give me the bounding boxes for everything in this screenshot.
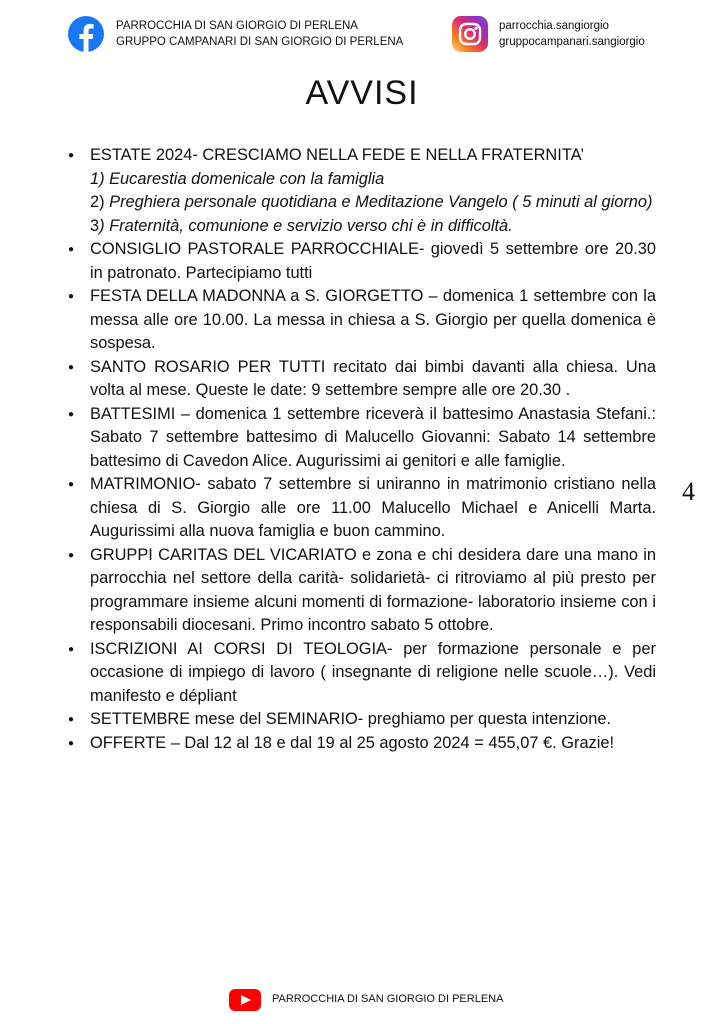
notice-item: [68, 356, 656, 403]
notice-subitem: [90, 215, 656, 239]
subitem-text: Preghiera personale quotidiana e Meditazione Vangelo ( 5 minuti al giorno): [109, 193, 653, 211]
bell-ringers-group-name: GRUPPO CAMPANARI DI SAN GIORGIO DI PERLENA: [116, 36, 404, 48]
notice-item: [68, 544, 656, 638]
notice-subitem: [90, 191, 656, 215]
notice-text: SETTEMBRE mese del SEMINARIO- preghiamo per questa intenzione.: [90, 710, 612, 728]
notice-text: GRUPPI CARITAS DEL VICARIATO e zona e chi desidera dare una mano in parrocchia nel settore della carità- solidarietà- ci ritroviamo al più presto per programmare insieme alcuni momenti di formazione- laboratorio insieme con i responsabili diocesani. Primo incontro sabato 5 ottobre.: [90, 545, 656, 634]
subitem-text: 1) Eucarestia domenicale con la famiglia: [90, 169, 385, 188]
instagram-handle-bell-ringers: gruppocampanari.sangiorgio: [499, 36, 645, 48]
notice-text: FESTA DELLA MADONNA a S. GIORGETTO – domenica 1 settembre con la messa alle ore 10.00. La messa in chiesa a S. Giorgio per quella domenica è sospesa.: [90, 287, 656, 352]
notice-text: BATTESIMI – domenica 1 settembre riceverà il battesimo Anastasia Stefani.: Sabato 7 settembre battesimo di Malucello Giovanni: Sabato 14 settembre battesimo di Cavedon Alice. Augurissimi ai genitori e alle famiglie.: [90, 404, 656, 470]
instagram-account-text: [499, 18, 645, 50]
notice-item: [68, 638, 656, 709]
subitem-number: 2): [90, 193, 110, 211]
youtube-channel-name: PARROCCHIA DI SAN GIORGIO DI PERLENA: [272, 993, 504, 1005]
notice-text: SANTO ROSARIO PER TUTTI recitato dai bimbi davanti alla chiesa. Una volta al mese. Queste le date: 9 settembre sempre alle ore 20.30 .: [90, 357, 656, 399]
notice-text: MATRIMONIO- sabato 7 settembre si uniranno in matrimonio cristiano nella chiesa di S. Giorgio alle ore 11.00 Malucello Michael e Anicelli Marta. Augurissimi alla nuova famiglia e buon cammino.: [90, 475, 656, 540]
instagram-handle-parish: parrocchia.sangiorgio: [499, 20, 609, 32]
page-header: [0, 14, 724, 58]
notice-item: [68, 708, 656, 732]
notice-item: [68, 285, 656, 356]
notice-item: [68, 403, 656, 474]
parish-name: PARROCCHIA DI SAN GIORGIO DI PERLENA: [116, 20, 358, 32]
notice-text: ESTATE 2024- CRESCIAMO NELLA FEDE E NELLA FRATERNITA’: [90, 146, 584, 164]
notices-list: [68, 144, 656, 755]
instagram-icon[interactable]: [452, 16, 488, 52]
notice-text: CONSIGLIO PASTORALE PARROCCHIALE- giovedì 5 settembre ore 20.30 in patronato. Partecipiamo tutti: [90, 240, 656, 282]
subitem-number: 3: [90, 216, 100, 235]
notice-subitem: [90, 168, 656, 192]
facebook-account-text: [116, 18, 403, 50]
notice-item: [68, 473, 656, 544]
page-number: 4: [682, 477, 695, 506]
notice-item: [68, 732, 656, 756]
facebook-icon[interactable]: [68, 16, 104, 52]
subitem-text: ) Fraternità, comunione e servizio verso chi è in difficoltà.: [99, 216, 513, 235]
notice-item: [68, 238, 656, 285]
youtube-icon[interactable]: [229, 989, 261, 1011]
notice-text: ISCRIZIONI AI CORSI DI TEOLOGIA- per formazione personale e per occasione di impiego di lavoro ( insegnante di religione nelle scuole…). Vedi manifesto e dépliant: [90, 639, 656, 705]
page-title: AVVISI: [305, 74, 419, 112]
notice-item: [68, 144, 656, 238]
page-footer: [0, 988, 724, 1012]
notice-text: OFFERTE – Dal 12 al 18 e dal 19 al 25 agosto 2024 = 455,07 €. Grazie!: [90, 733, 615, 752]
